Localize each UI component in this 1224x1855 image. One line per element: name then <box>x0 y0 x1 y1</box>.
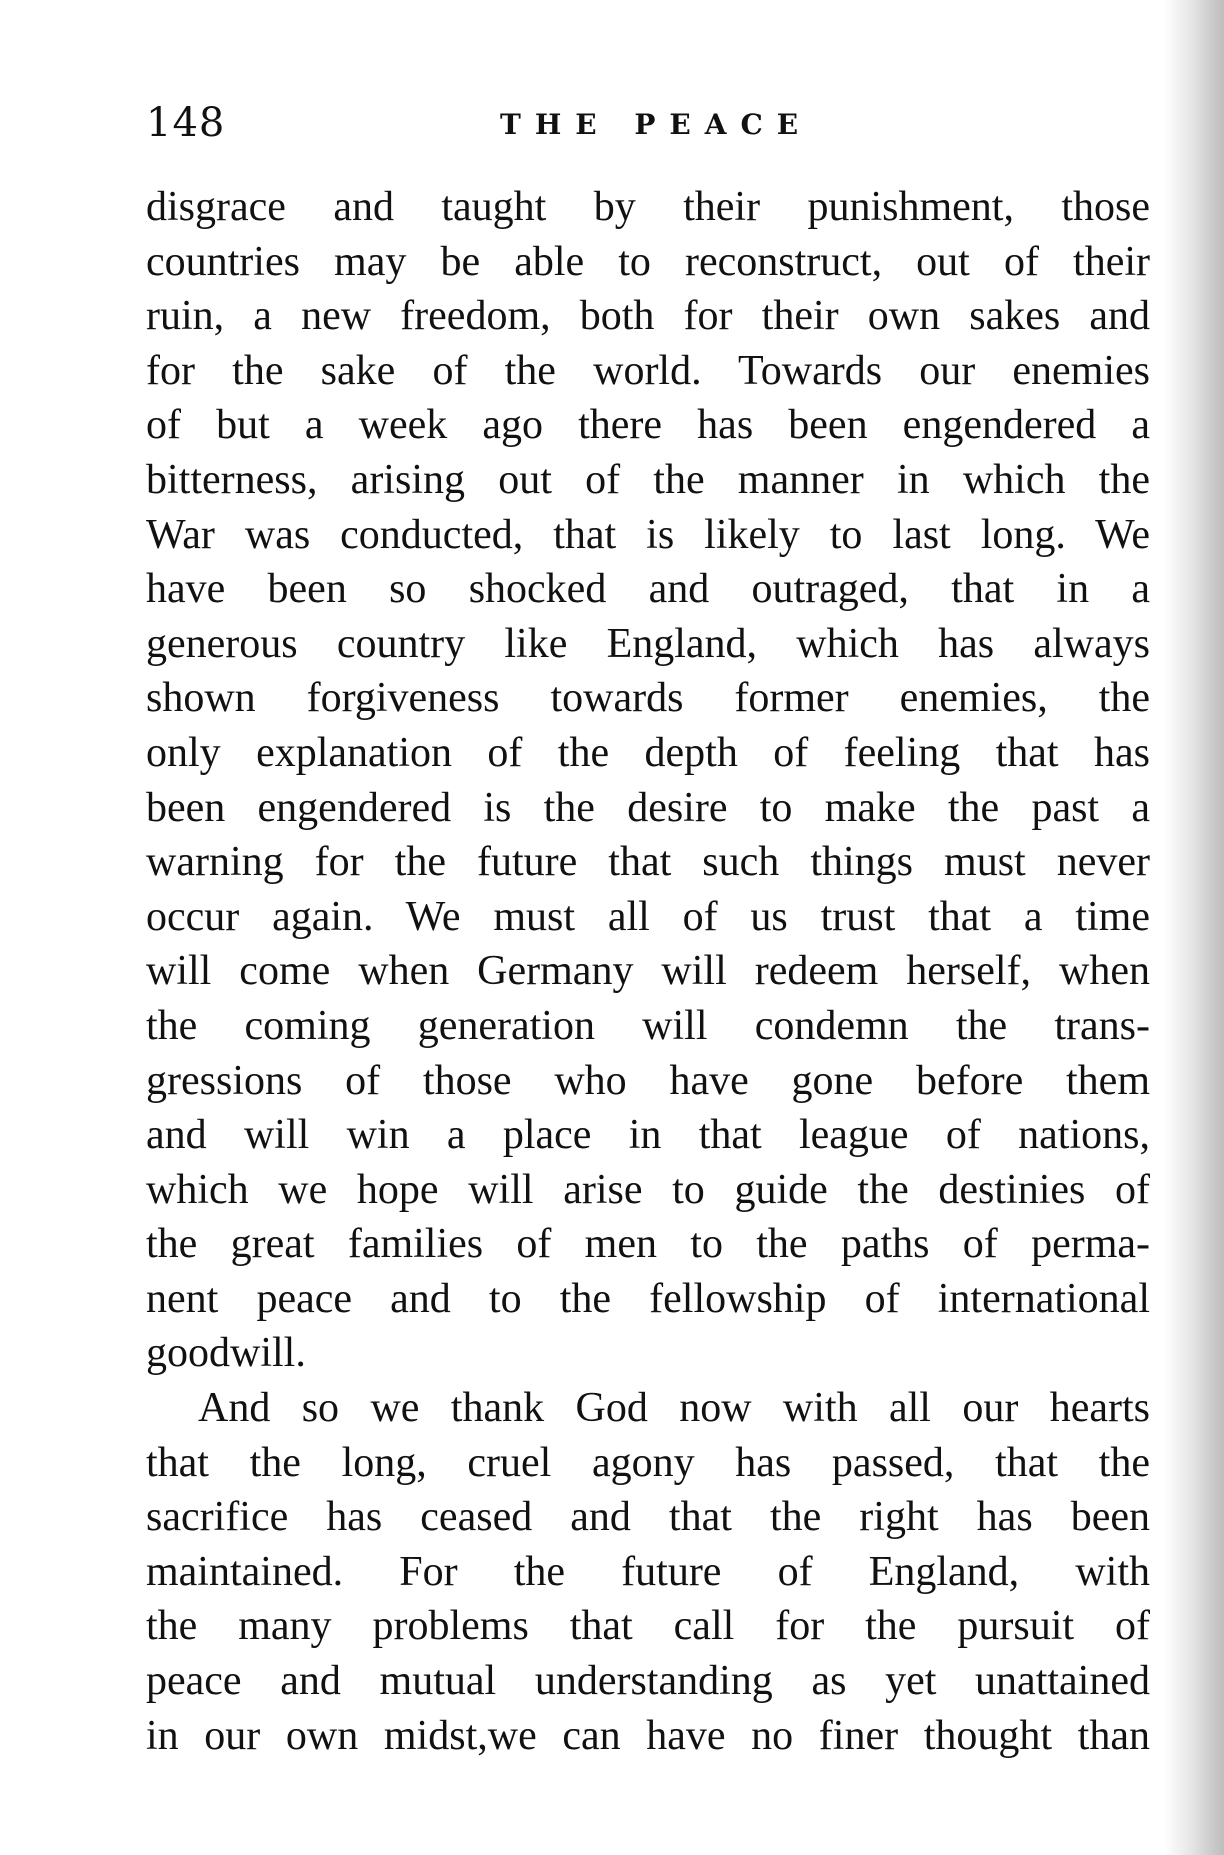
text-line: that the long, cruel agony has passed, that the <box>146 1439 1150 1486</box>
text-line: And so we thank God now with all our hearts <box>198 1385 1150 1432</box>
text-line: only explanation of the depth of feeling that has <box>146 729 1150 776</box>
text-line: bitterness, arising out of the manner in which the <box>146 456 1150 503</box>
text-line: War was conducted, that is likely to last long. We <box>146 511 1150 558</box>
text-line: the many problems that call for the pursuit of <box>146 1603 1150 1650</box>
text-line: gressions of those who have gone before them <box>146 1057 1150 1104</box>
text-line: the coming generation will condemn the trans- <box>146 1002 1150 1049</box>
page-number: 148 <box>146 100 226 146</box>
text-line: generous country like England, which has always <box>146 620 1150 667</box>
text-line: sacrifice has ceased and that the right has been <box>146 1494 1150 1541</box>
text-line: shown forgiveness towards former enemies, the <box>146 675 1150 722</box>
text-line: occur again. We must all of us trust that a time <box>146 893 1150 940</box>
text-line: and will win a place in that league of nations, <box>146 1112 1150 1159</box>
text-line: for the sake of the world. Towards our enemies <box>146 347 1150 394</box>
text-line: will come when Germany will redeem herself, when <box>146 948 1150 995</box>
paragraph <box>146 1381 1150 1763</box>
text-line: have been so shocked and outraged, that in a <box>146 566 1150 613</box>
text-line: in our own midst,we can have no finer thought than <box>146 1712 1150 1759</box>
text-line: warning for the future that such things must never <box>146 839 1150 886</box>
text-line: peace and mutual understanding as yet unattained <box>146 1658 1150 1705</box>
text-line: which we hope will arise to guide the destinies of <box>146 1166 1150 1213</box>
text-line: of but a week ago there has been engendered a <box>146 402 1150 449</box>
text-line: ruin, a new freedom, both for their own sakes and <box>146 293 1150 340</box>
text-line: disgrace and taught by their punishment, those <box>146 184 1150 230</box>
text-line: the great families of men to the paths of perma- <box>146 1221 1150 1268</box>
body-text <box>146 180 1150 1763</box>
page-header <box>146 100 1146 150</box>
text-line: countries may be able to reconstruct, out of their <box>146 238 1150 285</box>
text-line: maintained. For the future of England, with <box>146 1548 1150 1595</box>
paragraph <box>146 180 1150 1381</box>
text-line: been engendered is the desire to make the past a <box>146 784 1150 831</box>
text-line: goodwill. <box>146 1330 306 1377</box>
page-gutter-shadow <box>1164 0 1224 1855</box>
text-line: nent peace and to the fellowship of international <box>146 1275 1150 1322</box>
running-head: THE PEACE <box>500 108 813 141</box>
